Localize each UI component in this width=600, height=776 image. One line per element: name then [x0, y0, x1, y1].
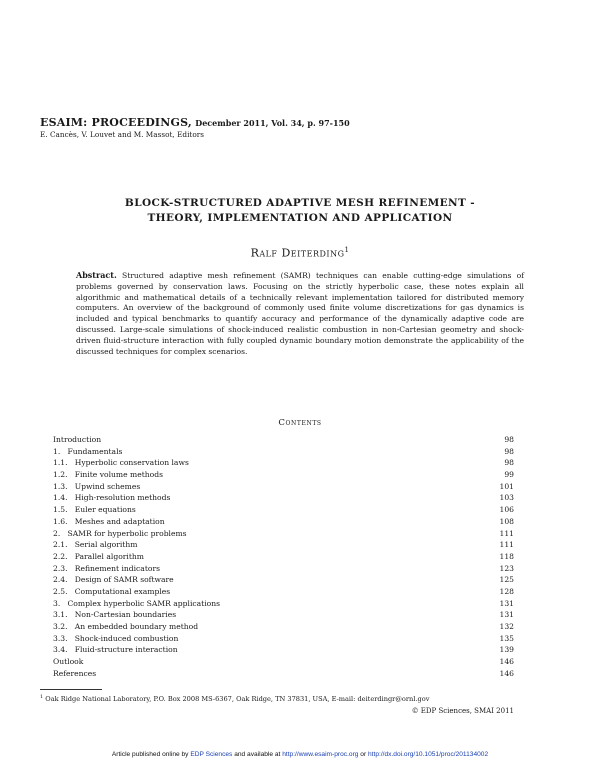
toc-entry-label: 1.6. Meshes and adaptation — [53, 516, 165, 526]
toc-entry-label: 3.2. An embedded boundary method — [53, 622, 199, 631]
toc-entry-label: Introduction — [53, 435, 102, 444]
toc-entry[interactable] — [53, 668, 514, 680]
toc-entry-label: References — [53, 668, 97, 678]
author-name: Ralf Deiterding — [250, 246, 345, 260]
toc-entry[interactable] — [53, 528, 514, 540]
footnote-text: Oak Ridge National Laboratory, P.O. Box 2008 MS-6367, Oak Ridge, TN 37831, USA, E-mail: deiterdingr@ornl.gov — [45, 695, 430, 704]
abstract-text: Structured adaptive mesh refinement (SAMR) techniques can enable cutting-edge simulations of problems governed by conservation laws. Focusing on the strictly hyperbolic case, these notes explain all algorithmic and mathematical details of a technically relevant implementation tailored for distributed memory computers. An overview of the background of commonly used finite volume discretizations for gas dynamics is included and typical benchmarks to quantify accuracy and performance of the dynamically adaptive code are discussed. Large-scale simulations of shock-induced realistic combustion in non-Cartesian geometry and shock-driven fluid-structure interaction with fully coupled dynamic boundary motion demonstrate the applicability of the discussed techniques for complex scenarios. — [76, 271, 525, 356]
toc-entry[interactable] — [53, 574, 514, 586]
paper-title-line-1: BLOCK-STRUCTURED ADAPTIVE MESH REFINEMENT - — [124, 197, 476, 209]
author-footnote-mark: 1 — [344, 246, 350, 254]
paper-title-line-2: THEORY, IMPLEMENTATION AND APPLICATION — [147, 212, 453, 224]
toc-entry[interactable] — [53, 633, 514, 645]
toc-entry[interactable] — [53, 469, 514, 481]
toc-entry-page: 98 — [504, 446, 514, 456]
toc-entry-label: 1.3. Upwind schemes — [53, 481, 141, 491]
publication-note — [0, 751, 600, 758]
publication-prefix: Article published online by — [111, 751, 191, 758]
toc-entry-page: 146 — [499, 657, 514, 667]
toc-entry-label: 3.1. Non-Cartesian boundaries — [53, 610, 177, 620]
journal-header — [40, 116, 350, 129]
toc-entry-page: 111 — [499, 540, 514, 550]
toc-entry-page: 135 — [499, 633, 514, 643]
table-of-contents — [53, 434, 514, 679]
toc-entry-page: 131 — [499, 610, 514, 620]
journal-name: ESAIM: PROCEEDINGS, — [40, 116, 192, 129]
toc-entry-label: 3.3. Shock-induced combustion — [53, 633, 179, 643]
toc-entry-page: 131 — [499, 598, 514, 608]
publisher-link[interactable]: EDP Sciences — [190, 751, 233, 758]
toc-entry-page: 139 — [499, 645, 514, 655]
toc-entry-page: 101 — [499, 481, 514, 491]
contents-heading: Contents — [278, 418, 322, 428]
doi-link[interactable]: http://dx.doi.org/10.1051/proc/201134002 — [367, 751, 489, 758]
toc-entry[interactable] — [53, 539, 514, 551]
journal-issue: December 2011, Vol. 34, p. 97-150 — [195, 118, 350, 128]
publication-or: or — [358, 751, 368, 758]
toc-entry-label: 2.1. Serial algorithm — [53, 540, 138, 550]
toc-entry-page: 132 — [499, 622, 514, 631]
footnote — [40, 694, 429, 703]
toc-entry[interactable] — [53, 563, 514, 575]
toc-entry-page: 99 — [504, 470, 514, 480]
toc-entry-page: 98 — [504, 435, 514, 444]
toc-entry-page: 123 — [499, 563, 514, 573]
toc-entry-page: 106 — [499, 505, 514, 515]
toc-entry[interactable] — [53, 551, 514, 563]
toc-entry-label: 1.4. High-resolution methods — [53, 493, 171, 503]
publication-middle: and available at — [232, 751, 283, 758]
toc-entry-page: 108 — [499, 516, 514, 526]
toc-entry-page: 98 — [504, 458, 514, 468]
toc-entry-label: 3.4. Fluid-structure interaction — [53, 645, 178, 655]
toc-entry[interactable] — [53, 481, 514, 493]
toc-entry[interactable] — [53, 457, 514, 469]
toc-entry[interactable] — [53, 492, 514, 504]
toc-entry-label: 2. SAMR for hyperbolic problems — [53, 528, 187, 538]
toc-entry-page: 146 — [499, 668, 514, 678]
editors-line: E. Cancès, V. Louvet and M. Massot, Editors — [40, 130, 204, 139]
abstract — [76, 270, 524, 357]
abstract-label: Abstract. — [76, 270, 117, 280]
toc-entry-label: 2.4. Design of SAMR software — [53, 575, 174, 585]
toc-entry-page: 111 — [499, 528, 514, 538]
toc-entry-page: 118 — [499, 551, 514, 561]
toc-entry-label: 2.5. Computational examples — [53, 586, 171, 596]
toc-entry[interactable] — [53, 446, 514, 458]
copyright: © EDP Sciences, SMAI 2011 — [411, 707, 514, 715]
toc-entry-label: Outlook — [53, 657, 84, 667]
toc-entry-label: 1.1. Hyperbolic conservation laws — [53, 458, 189, 468]
toc-entry-label: 2.3. Refinement indicators — [53, 563, 160, 573]
toc-entry-label: 3. Complex hyperbolic SAMR applications — [53, 598, 220, 608]
toc-entry-label: 2.2. Parallel algorithm — [53, 551, 144, 561]
toc-entry[interactable] — [53, 434, 514, 446]
footnote-mark: 1 — [40, 694, 44, 700]
footnote-rule — [40, 689, 102, 690]
toc-entry-label: 1.2. Finite volume methods — [53, 470, 163, 480]
toc-entry-label: 1.5. Euler equations — [53, 505, 136, 515]
toc-entry-page: 128 — [499, 586, 514, 596]
toc-entry[interactable] — [53, 609, 514, 621]
toc-entry[interactable] — [53, 644, 514, 656]
toc-entry[interactable] — [53, 621, 514, 633]
toc-entry[interactable] — [53, 516, 514, 528]
toc-entry[interactable] — [53, 586, 514, 598]
toc-entry[interactable] — [53, 656, 514, 668]
toc-entry-label: 1. Fundamentals — [53, 446, 123, 456]
toc-entry-page: 103 — [499, 493, 514, 503]
esaim-link[interactable]: http://www.esaim-proc.org — [282, 751, 359, 758]
toc-entry[interactable] — [53, 598, 514, 610]
author — [40, 246, 560, 260]
toc-entry-page: 125 — [499, 575, 514, 585]
toc-entry[interactable] — [53, 504, 514, 516]
